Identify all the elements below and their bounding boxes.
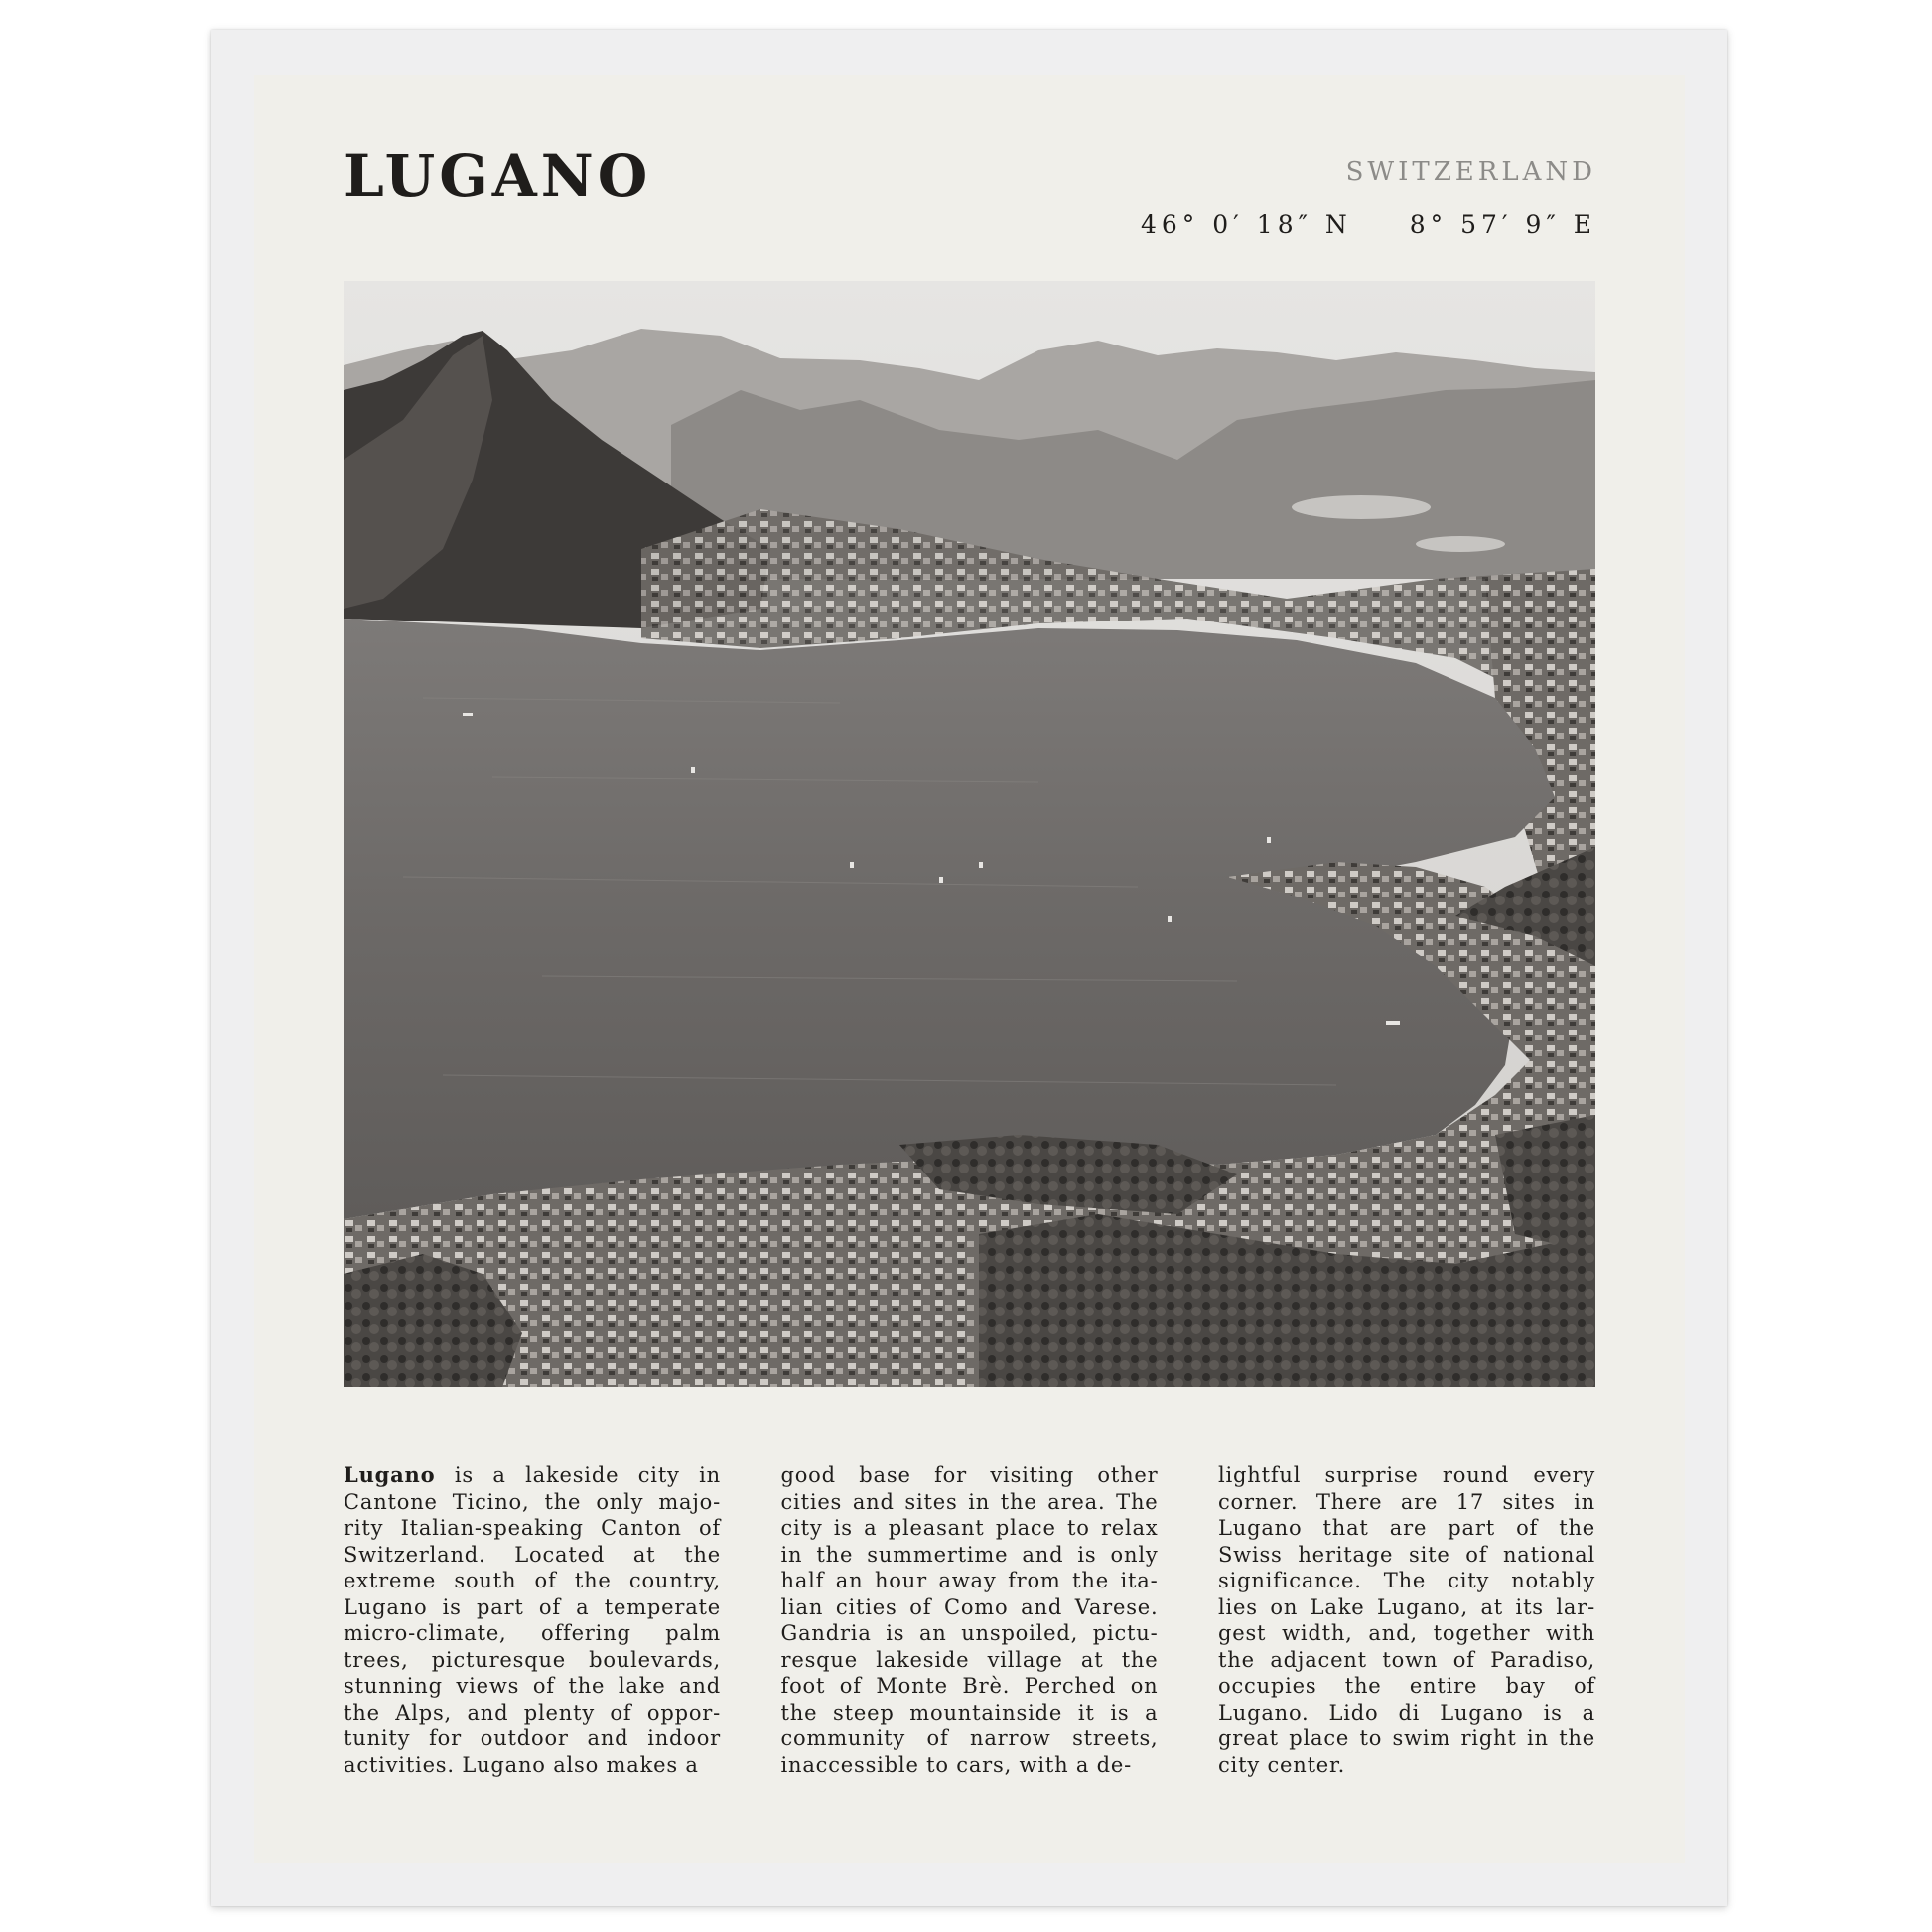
description-column-1 [344, 1462, 721, 1778]
description-text: is a lakeside city in Cantone Ticino, the only majo-rity Italian-speaking Canton of Switzerland. Located at the extreme south of the country, Lugano is part of a temperate micro-climate, offering palm trees, picturesque boulevards, stunning views of the lake and the Alps, and plenty of oppor-tunity for outdoor and indoor activities. Lugano also makes a [344, 1463, 721, 1777]
lake-mountain-photo [344, 281, 1595, 1387]
description-column-3 [1218, 1462, 1595, 1778]
description-text: good base for visiting other cities and sites in the area. The city is a pleasant place to relax in the summertime and is only half an hour away from the ita-lian cities of Como and Varese. Gandria is an unspoiled, pictu-resque lakeside village at the foot of Monte Brè. Perched on the steep mountainside it is a community of narrow streets, inaccessible to cars, with a de- [780, 1463, 1159, 1777]
longitude: 8° 57′ 9″ E [1409, 210, 1596, 239]
coordinates [1141, 212, 1596, 237]
description-lead: Lugano [344, 1462, 436, 1487]
description-columns [344, 1462, 1595, 1778]
country-label: SWITZERLAND [1345, 157, 1596, 187]
city-title: LUGANO [344, 142, 652, 209]
description-column-2 [781, 1462, 1159, 1778]
description-text: lightful surprise round every corner. There are 17 sites in Lugano that are part of the Swiss heritage site of national significance. The city notably lies on Lake Lugano, at its lar-gest width, and, together with the adjacent town of Paradiso, occupies the entire bay of Lugano. Lido di Lugano is a great place to swim right in the city center. [1218, 1463, 1595, 1777]
latitude: 46° 0′ 18″ N [1141, 210, 1352, 239]
